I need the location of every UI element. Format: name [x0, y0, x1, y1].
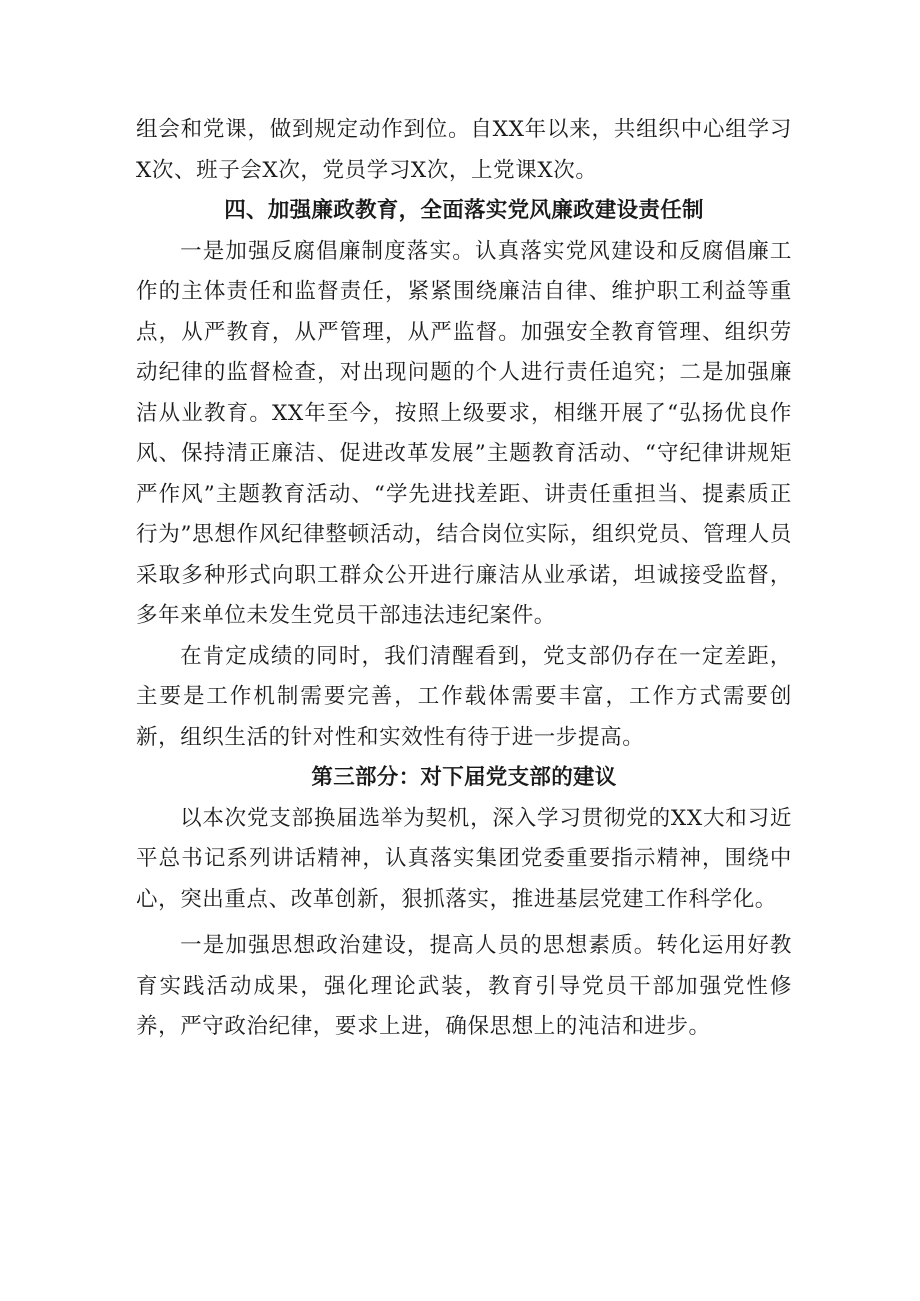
- paragraph-election-opportunity: 以本次党支部换届选举为契机，深入学习贯彻党的XX大和习近平总书记系列讲话精神，认真落实集团党委重要指示精神，围绕中心，突出重点、改革创新，狠抓落实，推进基层党建工作科学化。: [136, 805, 792, 912]
- document-page: [136, 110, 792, 1048]
- part-heading-suggestions: 第三部分：对下届党支部的建议: [311, 765, 617, 790]
- paragraph-shortcomings: 在肯定成绩的同时，我们清醒看到，党支部仍存在一定差距，主要是工作机制需要完善，工作载体需要丰富，工作方式需要创新，组织生活的针对性和实效性有待于进一步提高。: [136, 643, 792, 750]
- section-heading-integrity-education: 四、加强廉政教育，全面落实党风廉政建设责任制: [224, 198, 704, 223]
- paragraph-meetings-summary: 组会和党课，做到规定动作到位。自XX年以来，共组织中心组学习X次、班子会X次，党员学习X次，上党课X次。: [136, 117, 792, 183]
- paragraph-anti-corruption: 一是加强反腐倡廉制度落实。认真落实党风建设和反腐倡廉工作的主体责任和监督责任，紧紧围绕廉洁自律、维护职工利益等重点，从严教育，从严管理，从严监督。加强安全教育管理、组织劳动纪律的监督检查，对出现问题的个人进行责任追究；二是加强廉洁从业教育。XX年至今，按照上级要求，相继开展了“弘扬优良作风、保持清正廉洁、促进改革发展”主题教育活动、“守纪律讲规矩严作风”主题教育活动、“学先进找差距、讲责任重担当、提素质正行为”思想作风纪律整顿活动，结合岗位实际，组织党员、管理人员采取多种形式向职工群众公开进行廉洁从业承诺，坦诚接受监督，多年来单位未发生党员干部违法违纪案件。: [136, 238, 792, 628]
- paragraph-ideological-building: 一是加强思想政治建设，提高人员的思想素质。转化运用好教育实践活动成果，强化理论武装，教育引导党员干部加强党性修养，严守政治纪律，要求上进，确保思想上的沌洁和进步。: [136, 933, 792, 1039]
